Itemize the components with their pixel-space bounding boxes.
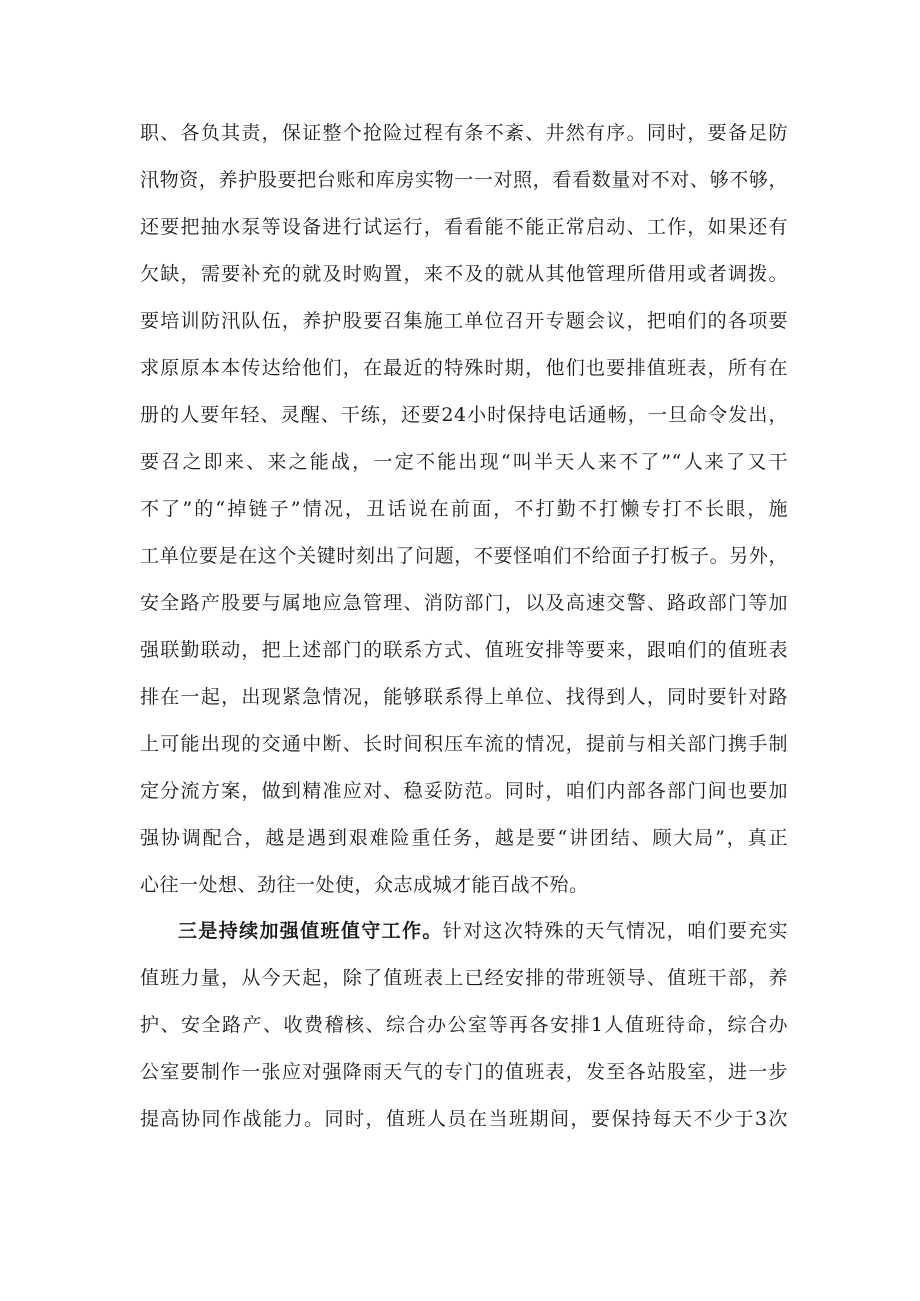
- paragraph-1-line: 还要把抽水泵等设备进行试运行，看看能不能正常启动、工作，如果还有: [140, 216, 788, 238]
- paragraph-2-first-line: [140, 911, 788, 951]
- paragraph-2-line: 值班力量，从今天起，除了值班表上已经安排的带班领导、值班干部，养: [140, 967, 788, 989]
- paragraph-1-line: 职、各负其责，保证整个抢险过程有条不紊、井然有序。同时，要备足防: [140, 122, 788, 144]
- paragraph-1-line: 工单位要是在这个关键时刻出了问题，不要怪咱们不给面子打板子。另外，: [140, 545, 788, 567]
- paragraph-1-line: 欠缺，需要补充的就及时购置，来不及的就从其他管理所借用或者调拨。: [140, 263, 788, 285]
- paragraph-1-line: 排在一起，出现紧急情况，能够联系得上单位、找得到人，同时要针对路: [140, 686, 788, 708]
- paragraph-2-first-line-text: 针对这次特殊的天气情况，咱们要充实: [442, 920, 788, 942]
- paragraph-2-line: 提高协同作战能力。同时，值班人员在当班期间，要保持每天不少于3次: [140, 1108, 788, 1130]
- paragraph-1-line: 定分流方案，做到精准应对、稳妥防范。同时，咱们内部各部门间也要加: [140, 780, 788, 802]
- paragraph-1-line: 上可能出现的交通中断、长时间积压车流的情况，提前与相关部门携手制: [140, 733, 788, 755]
- paragraph-1-line: 册的人要年轻、灵醒、干练，还要24小时保持电话通畅，一旦命令发出，: [140, 404, 788, 426]
- paragraph-1-line: 要培训防汛队伍，养护股要召集施工单位召开专题会议，把咱们的各项要: [140, 310, 788, 332]
- section-heading: 三是持续加强值班值守工作。: [178, 920, 443, 942]
- paragraph-2-line: 护、安全路产、收费稽核、综合办公室等再各安排1人值班待命，综合办: [140, 1014, 788, 1036]
- paragraph-1-line: 强联勤联动，把上述部门的联系方式、值班安排等要来，跟咱们的值班表: [140, 639, 788, 661]
- paragraph-1-line: 心往一处想、劲往一处使，众志成城才能百战不殆。: [140, 874, 589, 896]
- paragraph-2-line: 公室要制作一张应对强降雨天气的专门的值班表，发至各站股室，进一步: [140, 1061, 788, 1083]
- paragraph-1-line: 要召之即来、来之能战，一定不能出现“叫半天人来不了”“人来了又干: [140, 451, 788, 473]
- paragraph-1-line: 不了”的“掉链子”情况，丑话说在前面，不打勤不打懒专打不长眼，施: [140, 498, 788, 520]
- paragraph-1-line: 汛物资，养护股要把台账和库房实物一一对照，看看数量对不对、够不够，: [140, 169, 788, 191]
- paragraph-1-line: 安全路产股要与属地应急管理、消防部门，以及高速交警、路政部门等加: [140, 592, 788, 614]
- paragraph-1-line: 求原原本本传达给他们，在最近的特殊时期，他们也要排值班表，所有在: [140, 357, 788, 379]
- paragraph-1-line: 强协调配合，越是遇到艰难险重任务，越是要“讲团结、顾大局”，真正: [140, 827, 788, 849]
